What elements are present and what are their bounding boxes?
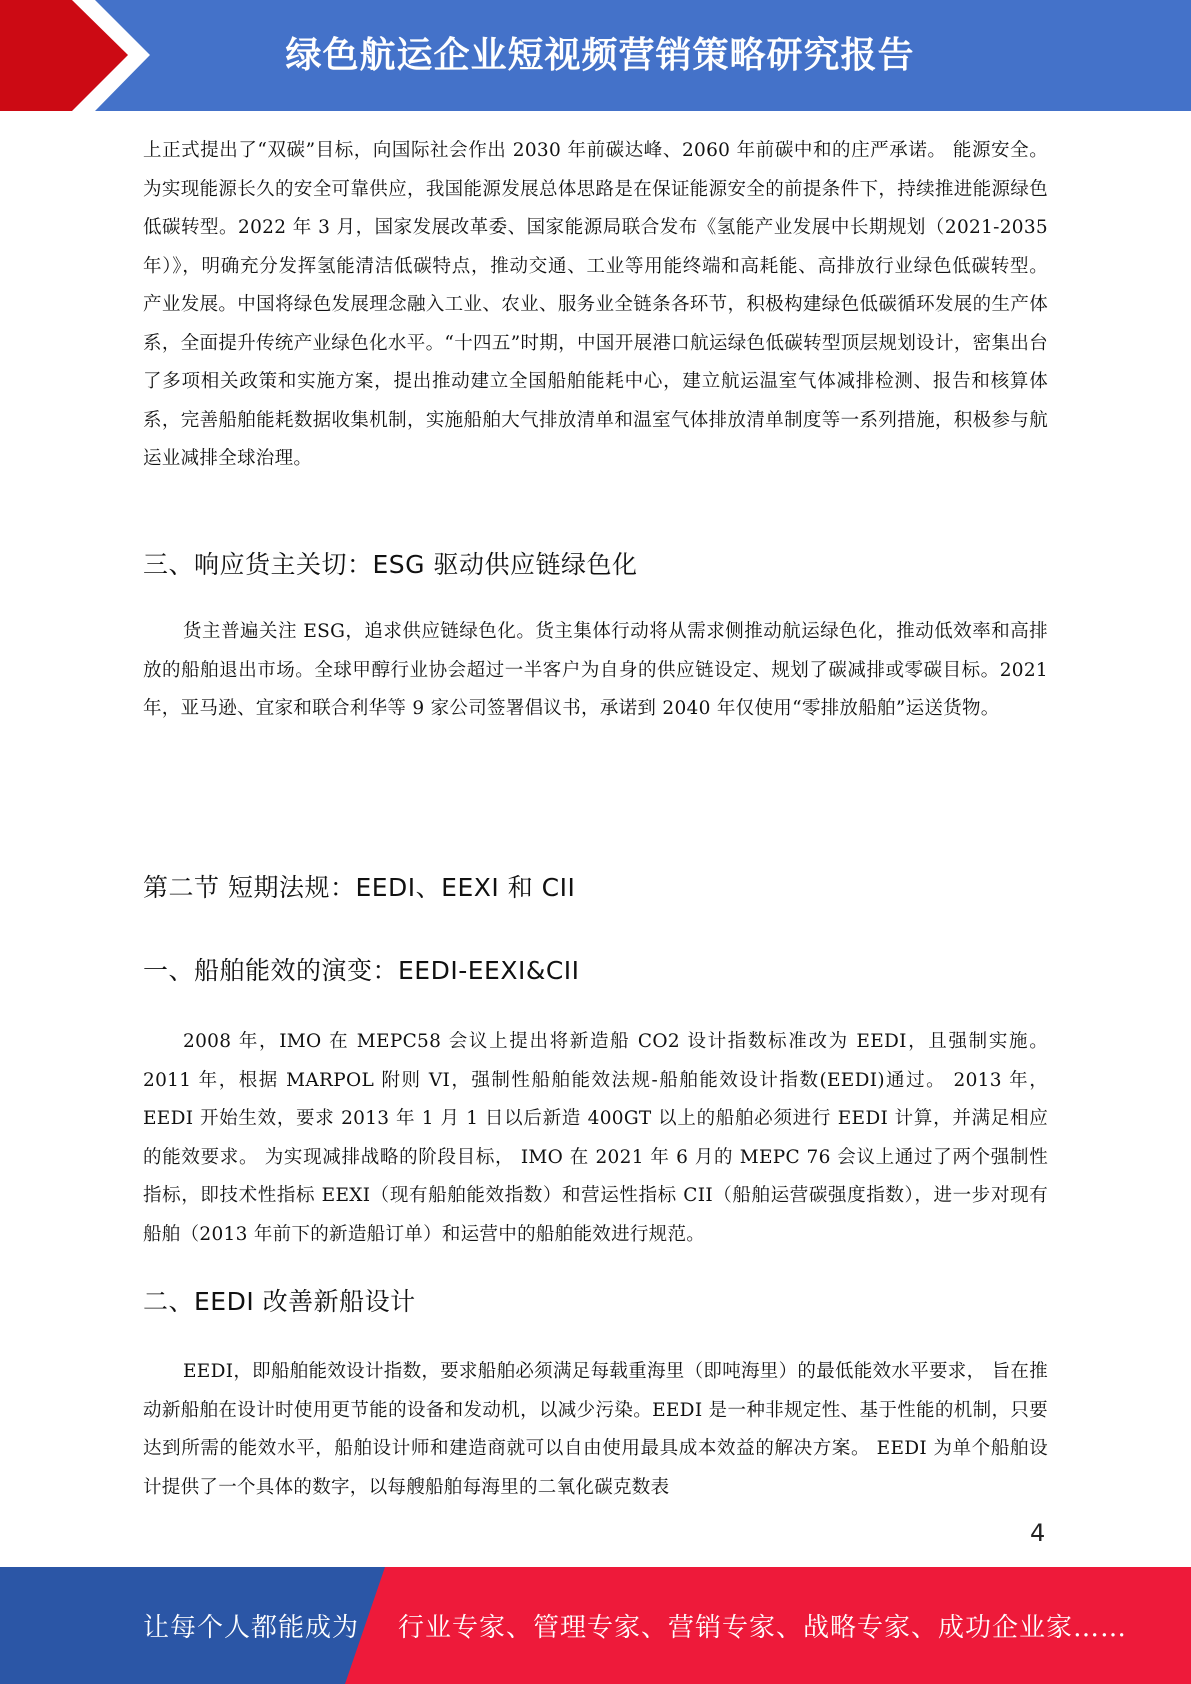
paragraph-eedi-history — [143, 1023, 1048, 1254]
page-number: 4 — [1030, 1519, 1046, 1547]
header-title: 绿色航运企业短视频营销策略研究报告 — [285, 34, 915, 76]
paragraph-text: EEDI，即船舶能效设计指数，要求船舶必须满足每载重海里（即吨海里）的最低能效水平要求， 旨在推动新船舶在设计时使用更节能的设备和发动机，以减少污染。EEDI 是一种非规定性、基于性能的机制，只要达到所需的能效水平，船舶设计师和建造商就可以自由使用最具成本效益的解决方案。 EEDI 为单个船舶设计提供了一个具体的数字，以每艘船舶每海里的二氧化碳克数表 — [143, 1361, 1048, 1498]
section-heading-eedi-design: 二、EEDI 改善新船设计 — [143, 1287, 416, 1316]
footer-slogan-left: 让每个人都能成为 — [143, 1613, 360, 1643]
page-header — [0, 0, 1191, 111]
paragraph-energy-security — [143, 132, 1048, 479]
section-heading-esg: 三、响应货主关切：ESG 驱动供应链绿色化 — [143, 550, 638, 579]
paragraph-text: 2008 年，IMO 在 MEPC58 会议上提出将新造船 CO2 设计指数标准改为 EEDI，且强制实施。2011 年，根据 MARPOL 附则 VI，强制性船舶能效法规-船舶能效设计指数(EEDI)通过。 2013 年，EEDI 开始生效，要求 2013 年 1 月 1 日以后新造 400GT 以上的船舶必须进行 EEDI 计算，并满足相应的能效要求。 为实现减排战略的阶段目标， IMO 在 2021 年 6 月的 MEPC 76 会议上通过了两个强制性指标，即技术性指标 EEXI（现有船舶能效指数）和营运性指标 CII（船舶运营碳强度指数），进一步对现有船舶（2013 年前下的新造船订单）和运营中的船舶能效进行规范。 — [143, 1031, 1048, 1245]
paragraph-esg — [143, 613, 1048, 729]
paragraph-eedi-definition — [143, 1353, 1048, 1507]
paragraph-text: 货主普遍关注 ESG，追求供应链绿色化。货主集体行动将从需求侧推动航运绿色化，推动低效率和高排放的船舶退出市场。全球甲醇行业协会超过一半客户为自身的供应链设定、规划了碳减排或零碳目标。2021 年，亚马逊、宜家和联合利华等 9 家公司签署倡议书，承诺到 2040 年仅使用“零排放船舶”运送货物。 — [143, 621, 1048, 719]
page-footer — [0, 1567, 1191, 1684]
paragraph-text: 上正式提出了“双碳”目标，向国际社会作出 2030 年前碳达峰、2060 年前碳中和的庄严承诺。 能源安全。为实现能源长久的安全可靠供应，我国能源发展总体思路是在保证能源安全的前提条件下，持续推进能源绿色低碳转型。2022 年 3 月，国家发展改革委、国家能源局联合发布《氢能产业发展中长期规划（2021-2035 年）》，明确充分发挥氢能清洁低碳特点，推动交通、工业等用能终端和高耗能、高排放行业绿色低碳转型。 产业发展。中国将绿色发展理念融入工业、农业、服务业全链条各环节，积极构建绿色低碳循环发展的生产体系，全面提升传统产业绿色化水平。“十四五”时期，中国开展港口航运绿色低碳转型顶层规划设计，密集出台了多项相关政策和实施方案，提出推动建立全国船舶能耗中心，建立航运温室气体减排检测、报告和核算体系，完善船舶能耗数据收集机制，实施船舶大气排放清单和温室气体排放清单制度等一系列措施，积极参与航运业减排全球治理。 — [143, 140, 1048, 469]
footer-slogan-right: 行业专家、管理专家、营销专家、战略专家、成功企业家…… — [398, 1613, 1128, 1643]
section-heading-efficiency-evolution: 一、船舶能效的演变：EEDI-EEXI&CII — [143, 956, 580, 985]
chapter-heading-short-term-regulations: 第二节 短期法规：EEDI、EEXI 和 CII — [143, 873, 576, 902]
